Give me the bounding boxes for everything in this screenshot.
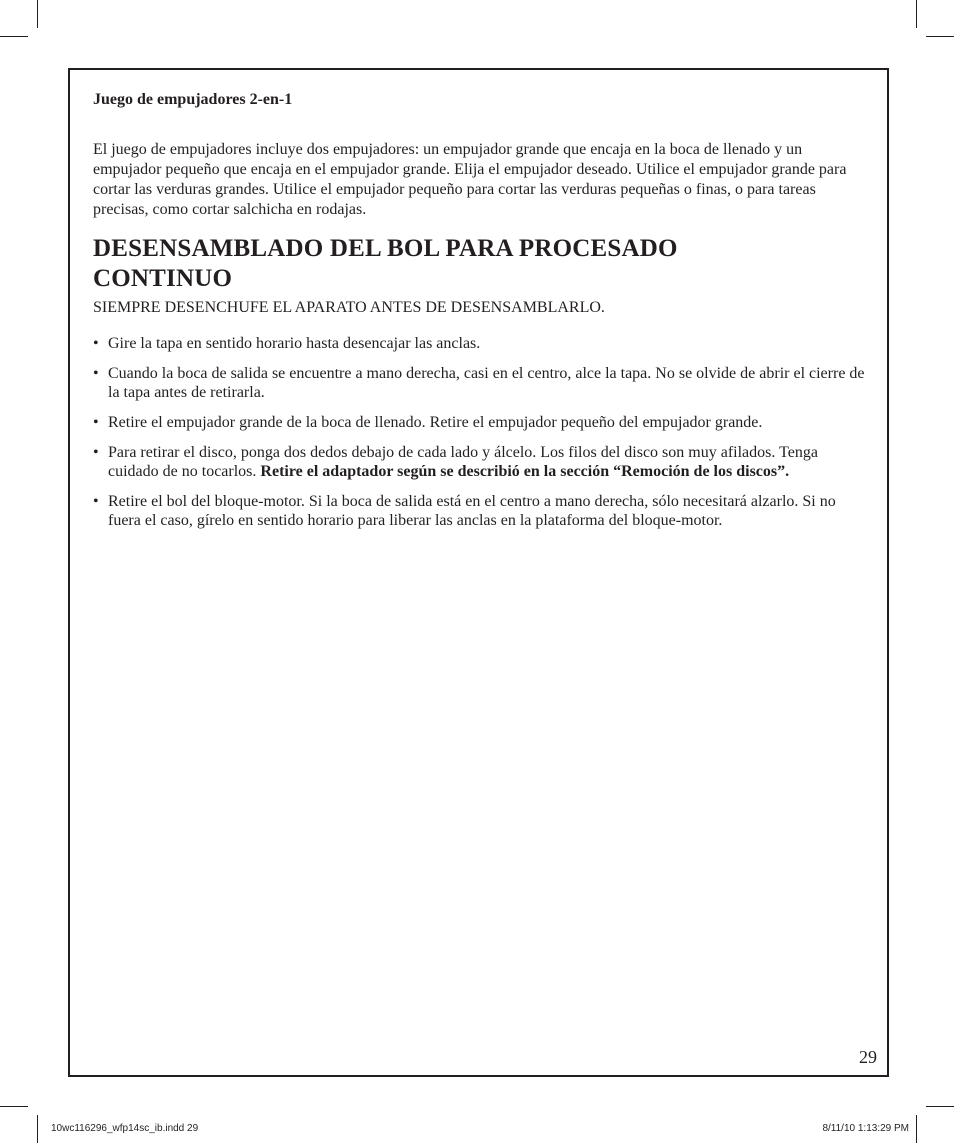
bullet-glyph: • <box>93 493 99 510</box>
list-item <box>93 334 868 353</box>
bullet-glyph: • <box>93 414 99 431</box>
bullet-glyph: • <box>93 365 99 382</box>
page-number: 29 <box>859 1047 877 1067</box>
list-item <box>93 492 868 530</box>
crop-mark-top-right-horizontal <box>926 36 954 37</box>
bullet-glyph: • <box>93 444 99 461</box>
bullet-glyph: • <box>93 335 99 352</box>
list-item-text: Retire el bol del bloque-motor. Si la boca de salida está en el centro a mano derecha, sólo necesitará alzarlo. Si no fuera el caso, gírelo en sentido horario para liberar las anclas en la plataforma del bloque-motor. <box>108 493 836 529</box>
list-item-text: Cuando la boca de salida se encuentre a mano derecha, casi en el centro, alce la tapa. No se olvide de abrir el cierre de la tapa antes de retirarla. <box>108 365 865 401</box>
list-item-text: Gire la tapa en sentido horario hasta desencajar las anclas. <box>108 335 481 352</box>
page-frame <box>68 68 889 1077</box>
page-content <box>93 90 868 541</box>
crop-mark-bottom-right-horizontal <box>926 1106 954 1107</box>
list-item <box>93 413 868 432</box>
list-item-bold-text: Retire el adaptador según se describió en la sección “Remoción de los discos”. <box>260 463 790 480</box>
crop-mark-top-left-horizontal <box>0 36 28 37</box>
footer-filename: 10wc116296_wfp14sc_ib.indd 29 <box>51 1123 199 1134</box>
crop-mark-bottom-left-horizontal <box>0 1106 28 1107</box>
crop-mark-bottom-left-vertical <box>37 1115 38 1143</box>
steps-list <box>93 334 868 530</box>
crop-mark-bottom-right-vertical <box>916 1115 917 1143</box>
intro-paragraph: El juego de empujadores incluye dos empujadores: un empujador grande que encaja en la boca de llenado y un empujador pequeño que encaja en el empujador grande. Elija el empujador deseado. Utilice el empujador grande para cortar las verduras grandes. Utilice el empujador pequeño para cortar las verduras pequeñas o finas, o para tareas precisas, como cortar salchicha en rodajas. <box>93 141 847 218</box>
footer-timestamp: 8/11/10 1:13:29 PM <box>822 1123 909 1134</box>
crop-mark-top-left-vertical <box>37 0 38 28</box>
subheading: Juego de empujadores 2-en-1 <box>93 91 293 108</box>
list-item-text: Para retirar el disco, ponga dos dedos debajo de cada lado y álcelo. Los filos del disco son muy afilados. Tenga cuidado de no tocarlos. <box>108 444 818 480</box>
list-item <box>93 443 868 481</box>
list-item <box>93 364 868 402</box>
list-item-text: Retire el empujador grande de la boca de llenado. Retire el empujador pequeño del empujador grande. <box>108 414 763 431</box>
section-title: DESENSAMBLADO DEL BOL PARA PROCESADO CONTINUO <box>93 235 678 292</box>
caution-notice: SIEMPRE DESENCHUFE EL APARATO ANTES DE DESENSAMBLARLO. <box>93 299 605 316</box>
crop-mark-top-right-vertical <box>916 0 917 28</box>
